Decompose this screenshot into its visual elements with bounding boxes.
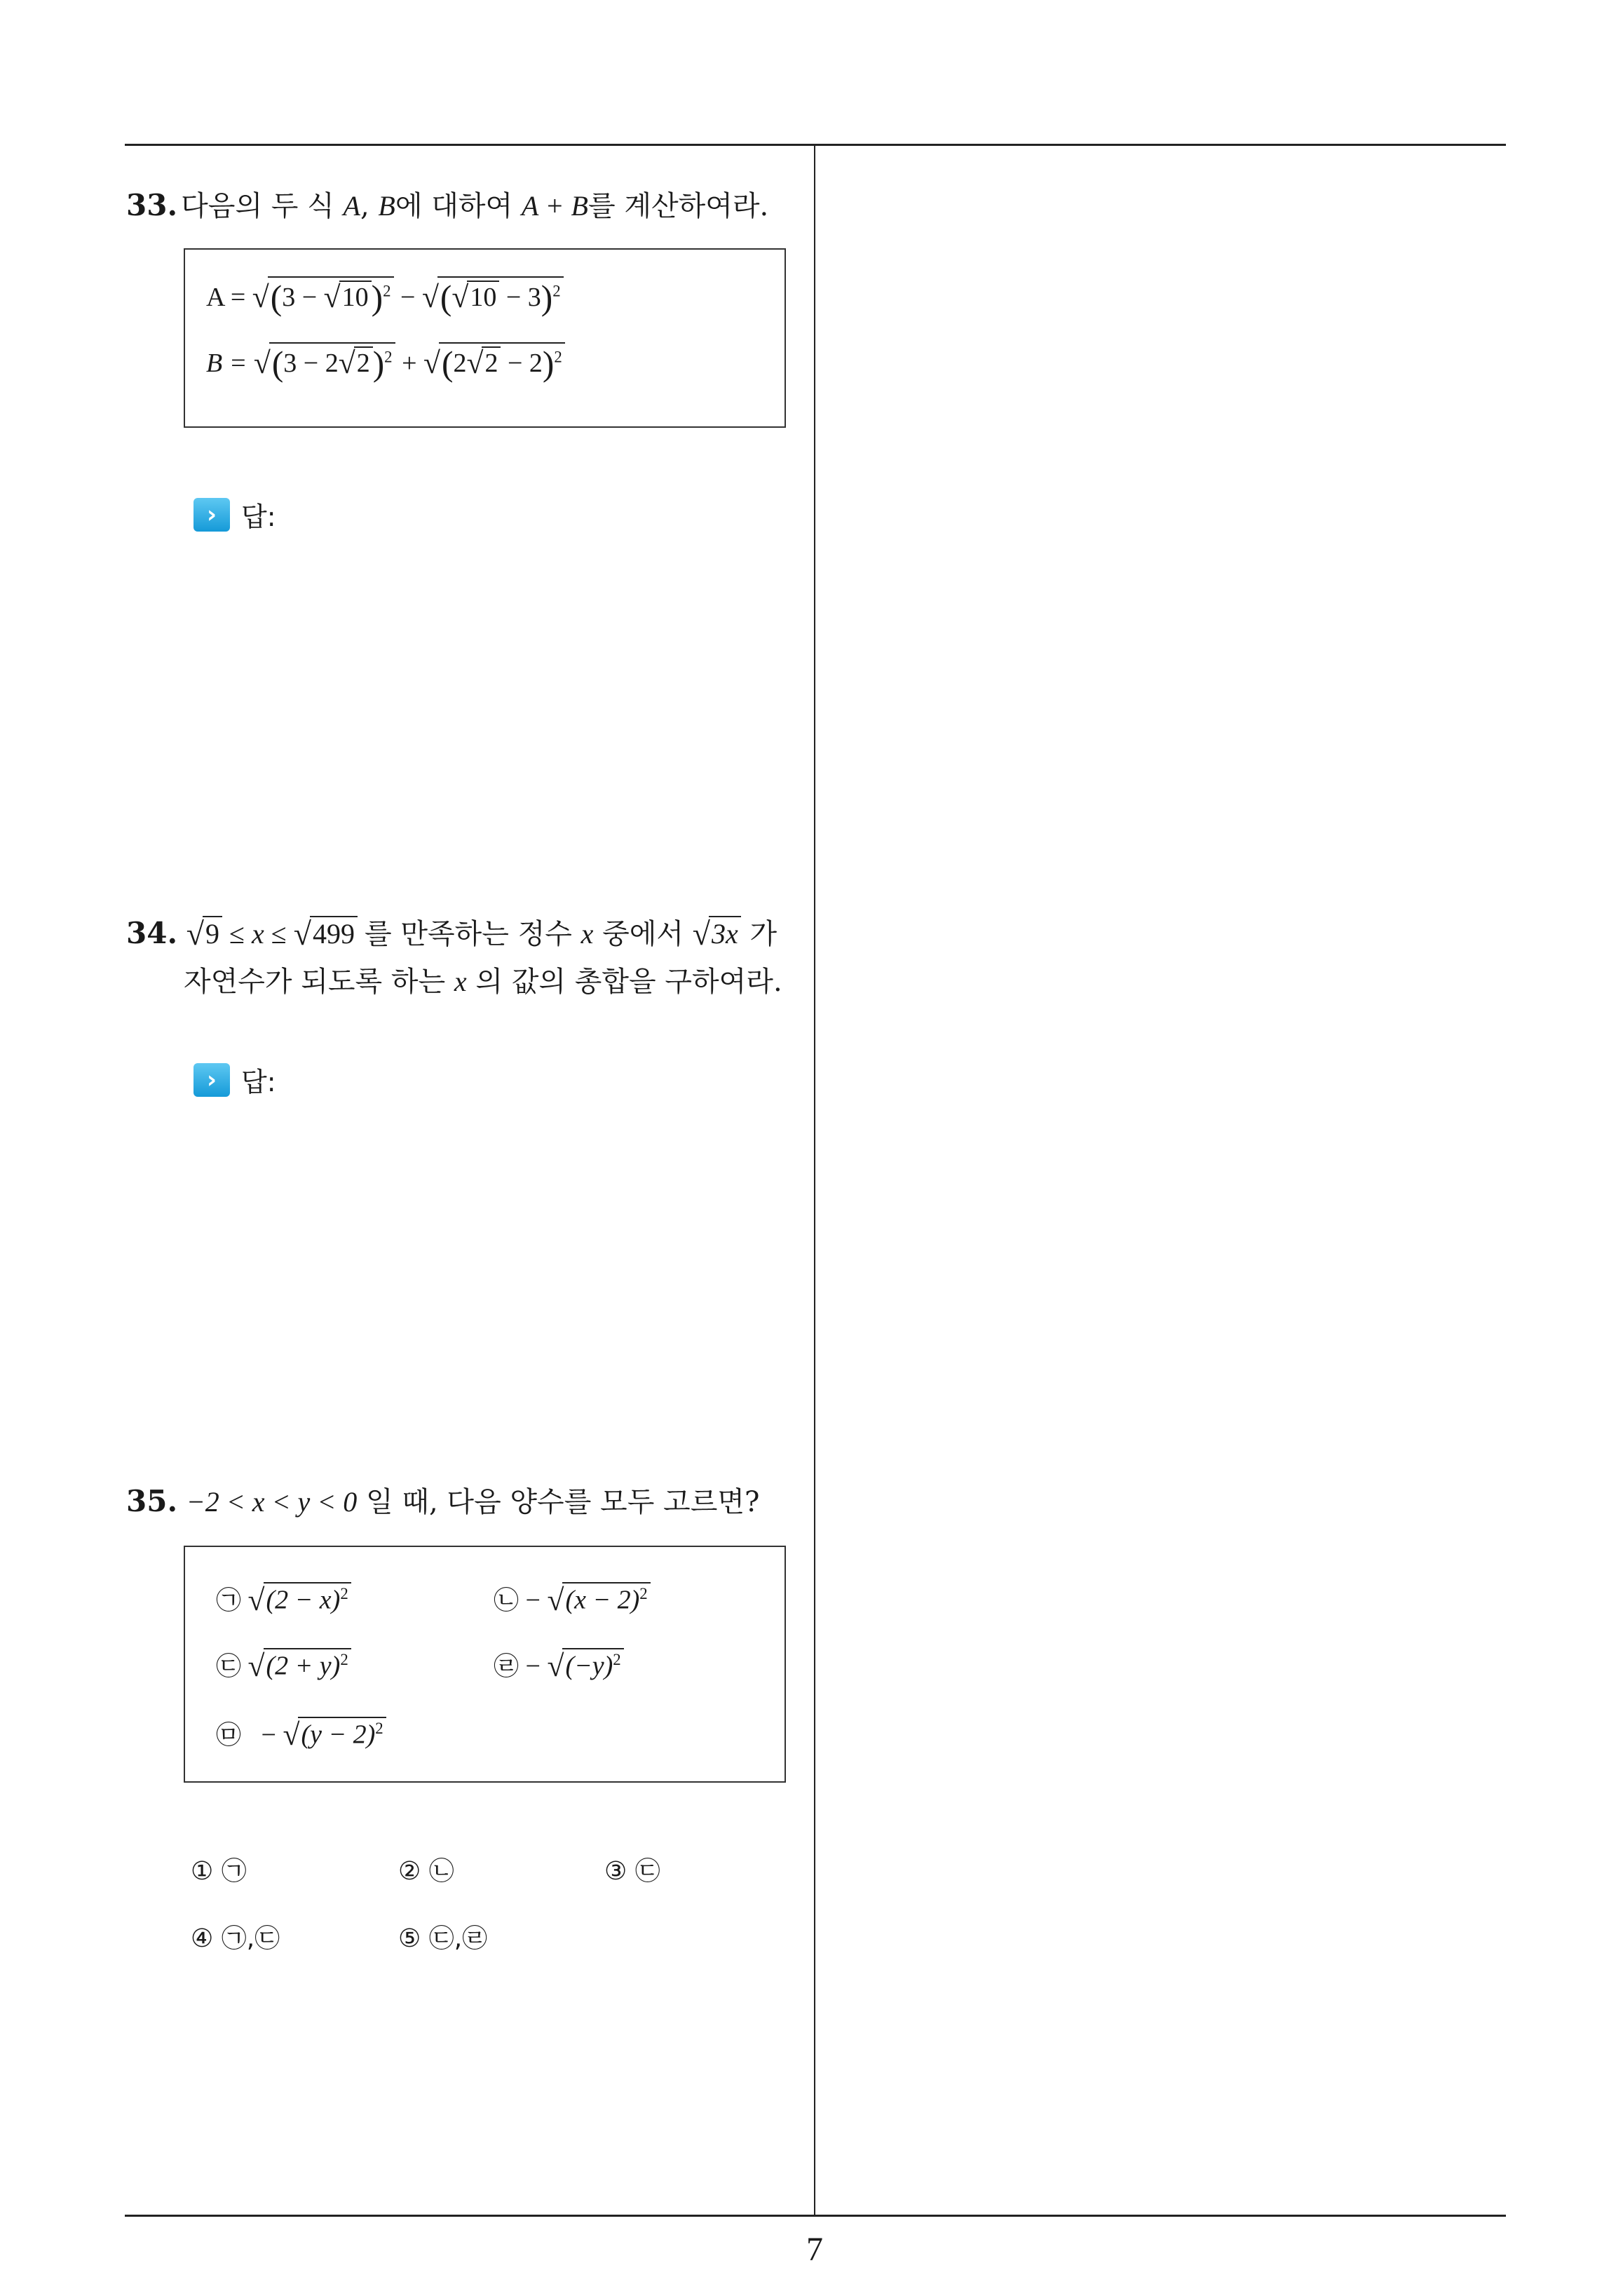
choice-3[interactable] (604, 1851, 660, 1887)
minus: − (400, 283, 416, 313)
num: 3 (283, 349, 297, 379)
choice-number: ③ (604, 1857, 627, 1886)
num: 2 (482, 346, 501, 379)
radicand: (2 − x) (266, 1586, 341, 1615)
item-mark: ㉤ (216, 1721, 242, 1750)
question-35-heading (126, 1480, 759, 1520)
plus: + (402, 349, 417, 379)
question-text: 중에서 (602, 918, 684, 950)
sqrt-term: $√(3 - √10)^2$ (252, 276, 394, 317)
exp: 2 (375, 1720, 383, 1738)
num: 2 (529, 349, 543, 379)
question-text: 자연수가 되도록 하는 (184, 966, 446, 998)
choice-label: ㉠ (221, 1857, 247, 1886)
minus: − (303, 349, 319, 379)
num: 10 (467, 281, 499, 313)
chevron-right-icon: › (193, 1063, 230, 1097)
choice-label: ㉢ (634, 1857, 660, 1886)
num: 499 (310, 916, 358, 950)
answer-label: 답: (241, 501, 276, 532)
exp: 2 (383, 282, 391, 300)
num: 3 (282, 283, 296, 313)
choice-number: ⑤ (398, 1924, 421, 1953)
formula-box-33 (184, 248, 786, 428)
radicand: (−y) (565, 1652, 613, 1681)
choice-2[interactable] (398, 1851, 454, 1887)
question-number: 33. (126, 188, 178, 222)
minus: − (507, 349, 523, 379)
exp: 2 (384, 348, 393, 366)
leq: ≤ (229, 918, 245, 950)
top-rule (125, 144, 1506, 146)
minus: − (505, 283, 522, 313)
choice-5[interactable] (398, 1919, 487, 1954)
formula-line-a (206, 276, 564, 317)
answer-field-33[interactable] (193, 495, 276, 534)
bottom-rule (125, 2215, 1506, 2217)
num: 3x (709, 916, 741, 950)
choice-1[interactable] (191, 1851, 247, 1887)
question-34-line1: 34. √9 ≤ x ≤ √499 를 만족하는 정수 x 중에서 √3x 가 (126, 916, 777, 952)
item-mark: ㉡ (494, 1586, 520, 1615)
num: 3 (527, 283, 541, 313)
radicand: (y − 2) (301, 1720, 376, 1750)
lhs-a: A = (206, 283, 246, 313)
choice-number: ① (191, 1857, 214, 1886)
exp: 2 (340, 1651, 348, 1669)
item-mark: ㉠ (216, 1586, 242, 1615)
radicand: (2 + y) (266, 1652, 341, 1681)
option-item: ㉢ $√(2 + y)^2$ (216, 1647, 351, 1684)
question-text-mid: 에 대하여 (395, 190, 522, 222)
num: 10 (339, 281, 372, 313)
option-item: ㉠ $√(2 - x)^2$ (216, 1581, 351, 1618)
page-number: 7 (806, 2231, 823, 2268)
choice-number: ② (398, 1857, 421, 1886)
inequality: √9 ≤ x ≤ √499 (186, 918, 365, 950)
condition: −2 < x < y < 0 (186, 1486, 358, 1518)
exp: 2 (554, 348, 562, 366)
prefix: − (525, 1652, 541, 1681)
question-text: 일 때, 다음 양수를 모두 고르면? (366, 1486, 760, 1518)
question-number: 35. (126, 1484, 178, 1518)
exp: 2 (639, 1585, 648, 1603)
exp: 2 (613, 1651, 621, 1669)
prefix: − (525, 1586, 541, 1615)
item-mark: ㉣ (494, 1652, 520, 1681)
question-text: 를 만족하는 정수 (364, 918, 572, 950)
formula-line-b (206, 342, 565, 383)
minus: − (301, 283, 318, 313)
column-divider (814, 144, 815, 2216)
num: 9 (203, 916, 222, 950)
num: 2 (325, 349, 339, 379)
radicand: (x − 2) (565, 1586, 640, 1615)
comma: , (360, 190, 369, 222)
num: 2 (453, 349, 467, 379)
option-item: ㉤ − $√(y - 2)^2$ (216, 1715, 386, 1753)
choice-number: ④ (191, 1924, 214, 1953)
question-text: 다음의 두 식 (181, 190, 344, 222)
sqrt-term: $√(2√2 - 2)^2$ (423, 342, 565, 383)
option-item: ㉡ − $√(x - 2)^2$ (494, 1581, 651, 1618)
question-text: 의 값의 총합을 구하여라. (475, 966, 782, 998)
question-34-line2 (184, 959, 782, 999)
leq: ≤ (271, 918, 287, 950)
sqrt-term: $√(√10 - 3)^2$ (422, 276, 564, 317)
var-x: x (454, 966, 467, 997)
chevron-right-icon: › (193, 498, 230, 532)
var-x: x (580, 918, 594, 950)
options-box-35 (184, 1546, 786, 1783)
option-item: ㉣ − $√(-y)^2$ (494, 1647, 624, 1684)
var-x: x (252, 918, 264, 950)
var-a: A (343, 190, 360, 222)
choice-label: ㉡ (428, 1857, 454, 1886)
var-b: B (378, 190, 395, 222)
item-mark: ㉢ (216, 1652, 242, 1681)
answer-label: 답: (241, 1067, 276, 1098)
question-text: 가 (749, 918, 777, 950)
exp: 2 (552, 282, 561, 300)
choice-4[interactable] (191, 1919, 280, 1954)
exp: 2 (340, 1585, 348, 1603)
lhs-b: B = (206, 349, 247, 379)
question-33-heading (126, 184, 768, 224)
choice-label: ㉢,㉣ (428, 1924, 488, 1953)
sqrt-term: $√(3 - 2√2)^2$ (254, 342, 395, 383)
choice-label: ㉠,㉢ (221, 1924, 280, 1953)
question-text-suffix: 를 계산하여라. (588, 190, 769, 222)
answer-field-34[interactable] (193, 1060, 276, 1099)
question-number: 34. (126, 916, 178, 950)
prefix: − (261, 1720, 276, 1750)
num: 2 (354, 346, 373, 379)
expression: A + B (521, 190, 588, 222)
